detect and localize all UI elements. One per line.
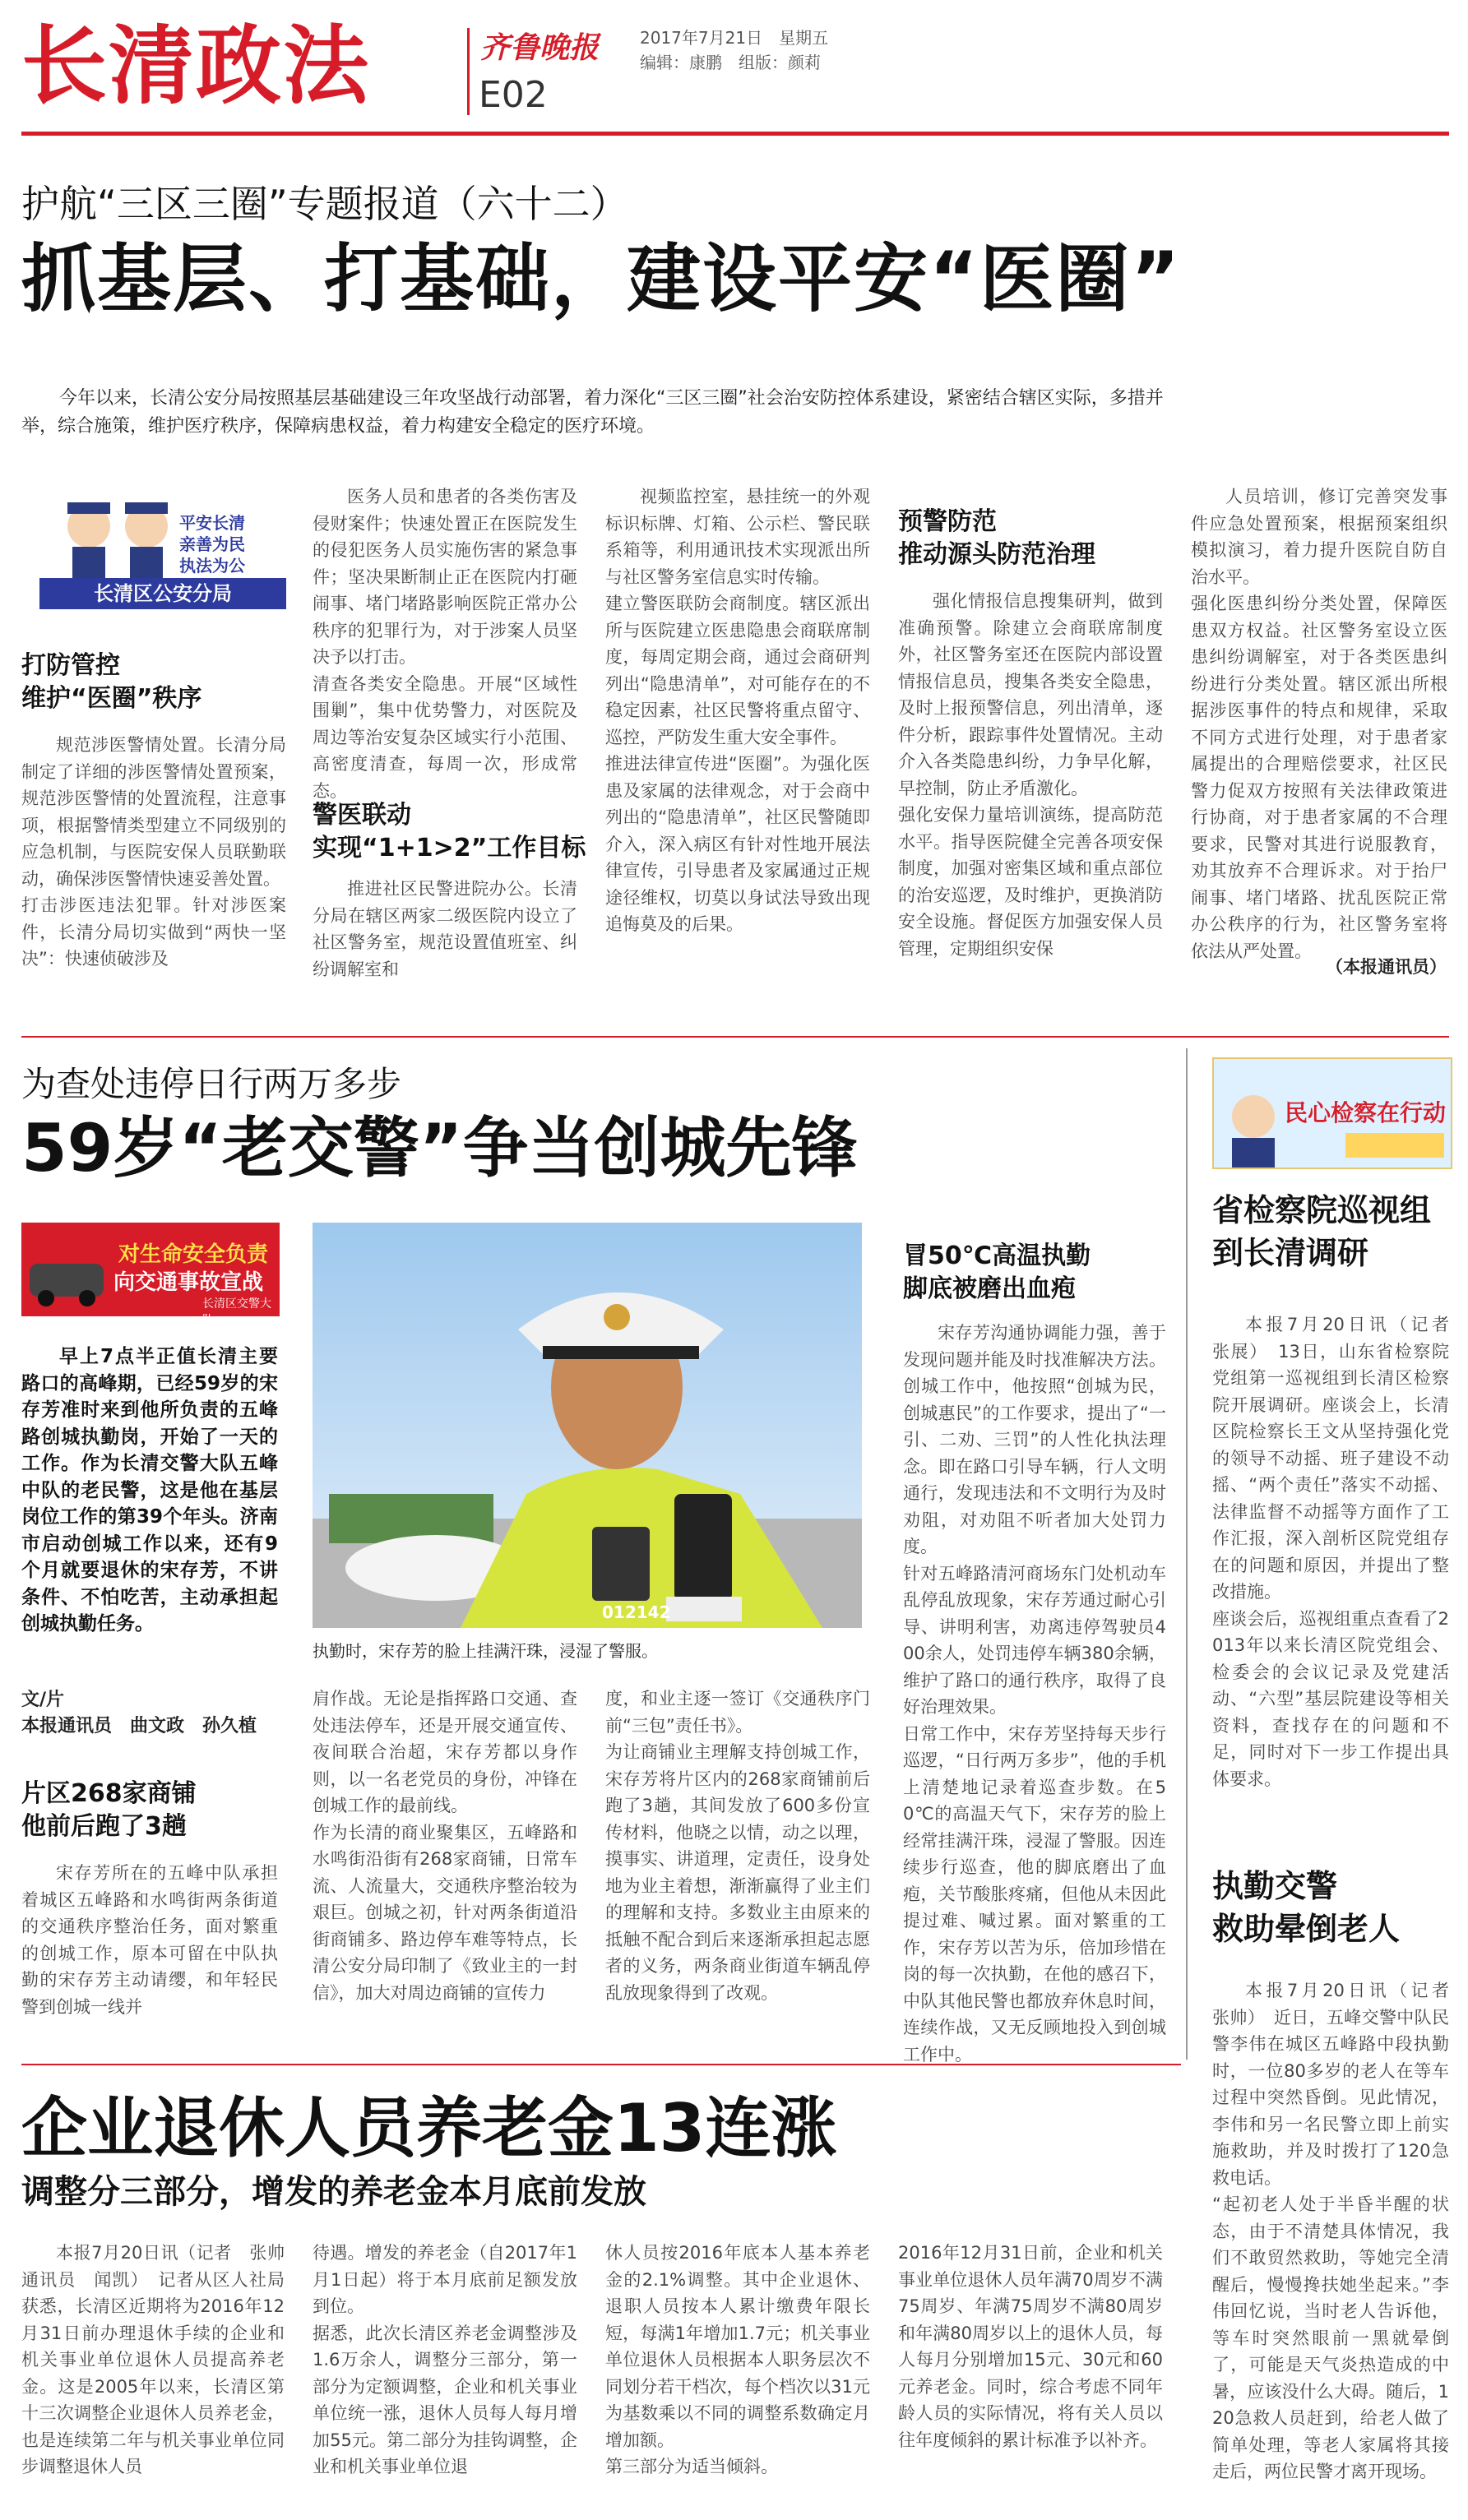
sidebar-rule — [1186, 1048, 1188, 2060]
photo-badge-number: 012142 — [602, 1602, 671, 1622]
article1-kicker: 护航“三区三圈”专题报道（六十二） — [21, 182, 628, 226]
paper-logo: 齐鲁晚报 — [480, 30, 600, 65]
badge-small: 长清区交警大队 — [202, 1297, 271, 1327]
article1-col5: 人员培训，修订完善突发事件应急处置预案，根据预案组织模拟演习，着力提升医院自防自治水平。 强化医患纠纷分类处置，保障医患双方权益。社区警务室设立医患纠纷调解室，对于各类医患纠纷进行分类处置。辖区派出所根据涉医事件的特点和规律，采取不同方式进行处理，对于患者家属提出的合理赔偿要求，社区民警力促双方按照有关法律政策进行协商，对于患者家属的不合理要求，民警对其进行说服教育，劝其放弃不合理诉求。对于抬尸闹事、堵门堵路、扰乱医院正常办公秩序的行为，社区警务室将依法从严处置。 — [1191, 487, 1447, 961]
article3-col4: 2016年12月31日前，企业和机关事业单位退休人员年满70周岁不满75周岁、年满75周岁不满80周岁和年满80周岁以上的退休人员，每人每月分别增加15元、30元和60元养老金。同时，综合考虑不同年龄人员的实际情况，将有关人员以往年度倾斜的累计标准予以补齐。 — [898, 2243, 1163, 2450]
article1-sub2: 警医联动 实现“1+1>2”工作目标 — [313, 801, 586, 862]
section-title: 长清政法 — [21, 16, 371, 116]
article1-headline: 抓基层、打基础，建设平安“医圈” — [21, 236, 1182, 322]
page-number: E02 — [479, 74, 548, 116]
traffic-police-photo — [313, 1223, 862, 1628]
article2-sub2: 冒50℃高温执勤 脚底被磨出血疱 — [903, 1242, 1091, 1303]
article3-subhead: 调整分三部分，增发的养老金本月底前发放 — [21, 2173, 646, 2211]
article1-sub3: 预警防范 推动源头防范治理 — [898, 507, 1095, 569]
sidebar-headline-1: 省检察院巡视组 到长清调研 — [1212, 1192, 1432, 1271]
article2-byline-1: 文/片 — [21, 1690, 65, 1710]
article2-col1: 宋存芳所在的五峰中队承担着城区五峰路和水鸣街两条街道的交通秩序整治任务，面对繁重的创城工作，原本可留在中队执勤的宋存芳主动请缨，和年轻民警到创城一线并 — [21, 1863, 278, 2017]
top-rule — [21, 132, 1449, 136]
badge-line-2: 向交通事故宣战 — [113, 1270, 264, 1295]
article1-col4: 强化情报信息搜集研判，做到准确预警。除建立会商联席制度外，社区警务室还在医院内部设置情报信息员，搜集各类安全隐患，及时上报预警信息，列出清单，逐件分析，跟踪事件处置情况。主动介入各类隐患纠纷，力争早化解，早控制，防止矛盾激化。 强化安保力量培训演练，提高防范水平。指导医院健全完善各项安保制度，加强对密集区域和重点部位的治安巡逻，及时维护，更换消防安全设施。督促医方加强安保人员管理，定期组织安保 — [898, 591, 1163, 959]
logo-slogan-3: 执法为公 — [179, 556, 245, 576]
article1-col3: 视频监控室，悬挂统一的外观标识标牌、灯箱、公示栏、警民联系箱等，利用通讯技术实现派出所与社区警务室信息实时传输。 建立警医联防会商制度。辖区派出所与医院建立医患隐患会商联席制度，每周定期会商，通过会商研判列出“隐患清单”，对可能存在的不稳定因素，社区民警将重点留守、巡控，严防发生重大安全事件。 推进法律宣传进“医圈”。为强化医患及家属的法律观念，对于会商中列出的“隐患清单”，社区民警随即介入，深入病区有针对性地开展法律宣传，引导患者及家属通过正规途径维权，切莫以身试法导致出现追悔莫及的后果。 — [605, 487, 870, 934]
article3-col2: 待遇。增发的养老金（自2017年1月1日起）将于本月底前足额发放到位。 据悉，此次长清区养老金调整涉及1.6万余人，调整分三部分，第一部分为定额调整，企业和机关事业单位统一涨，退休人员每人每月增加55元。第二部分为挂钩调整，企业和机关事业单位退 — [313, 2243, 577, 2476]
traffic-police-portrait — [313, 1223, 862, 1628]
traffic-badge — [21, 1223, 280, 1327]
sidebar-text-1: 本报7月20日讯（记者 张展） 13日，山东省检察院党组第一巡视组到长清区检察院开展调研。座谈会上，长清区院检察长王文从坚持强化党的领导不动摇、班子建设不动摇、“两个责任”落实不动摇、法律监督不动摇等方面作了工作汇报，深入剖析区院党组存在的问题和原因，并提出了整改措施。 座谈会后，巡视组重点查看了2013年以来长清区院党组会、检委会的会议记录及党建活动、“六型”基层院建设等相关资料，查找存在的问题和不足，同时对下一步工作提出具体要求。 — [1212, 1315, 1449, 1789]
article1-col2b: 推进社区民警进院办公。长清分局在辖区两家二级医院内设立了社区警务室，规范设置值班室、纠纷调解室和 — [313, 879, 577, 979]
article2-col4: 宋存芳沟通协调能力强，善于发现问题并能及时找准解决方法。创城工作中，他按照“创城为民，创城惠民”的工作要求，提出了“一引、二劝、三罚”的人性化执法理念。即在路口引导车辆，行人文明通行，发现违法和不文明行为及时劝阻，对劝阻不听者加大处罚力度。 针对五峰路清河商场东门处机动车乱停乱放现象，宋存芳通过耐心引导、讲明利害，劝离违停驾驶员400余人，处罚违停车辆380余辆，维护了路口的通行秩序，取得了良好治理效果。 日常工作中，宋存芳坚持每天步行巡逻，“日行两万多步”，他的手机上清楚地记录着巡查步数。在50℃的高温天气下，宋存芳的脸上经常挂满汗珠，浸湿了警服。因连续步行巡查，他的脚底磨出了血疱，关节酸胀疼痛，但他从未因此提过难、喊过累。面对繁重的工作，宋存芳以苦为乐，倍加珍惜在岗的每一次执勤，在他的感召下，中队其他民警也都放弃休息时间，连续作战，又无反顾地投入到创城工作中。 — [903, 1323, 1166, 2065]
article1-col1: 规范涉医警情处置。长清分局制定了详细的涉医警情处置预案，规范涉医警情的处置流程，注意事项，根据警情类型建立不同级别的应急机制，与医院安保人员联勤联动，确保涉医警情快速妥善处置。 打击涉医违法犯罪。针对涉医案件，长清分局切实做到“两快一坚决”：快速侦破涉及 — [21, 735, 286, 969]
masthead-divider — [467, 28, 470, 115]
logo-slogan-1: 平安长清 — [179, 513, 245, 533]
article3-col1: 本报7月20日讯（记者 张帅 通讯员 闻凯） 记者从区人社局获悉，长清区近期将为2016年12月31日前办理退休手续的企业和机关事业单位退休人员提高养老金。这是2005年以来，长清区第十三次调整企业退休人员养老金，也是连续第二年与机关事业单位同步调整退休人员 — [21, 2243, 302, 2476]
badge-line-1: 对生命安全负责 — [118, 1242, 269, 1267]
article3-col3: 休人员按2016年底本人基本养老金的2.1%调整。其中企业退休、退职人员按本人累计缴费年限长短，每满1年增加1.7元；机关事业单位退休人员根据本人职务层次不同划分若干档次，每个档次以31元为基数乘以不同的调整系数确定月增加额。 第三部分为适当倾斜。 — [605, 2243, 870, 2476]
article2-byline-2: 本报通讯员 曲文政 孙久植 — [21, 1716, 257, 1736]
police-logo — [39, 481, 286, 613]
sidebar-headline-2: 执勤交警 救助晕倒老人 — [1212, 1868, 1401, 1947]
photo-caption: 执勤时，宋存芳的脸上挂满汗珠，浸湿了警服。 — [313, 1641, 658, 1661]
divider-2 — [21, 2064, 1181, 2065]
article2-headline: 59岁“老交警”争当创城先锋 — [21, 1110, 858, 1186]
crash-car-icon — [21, 1223, 112, 1316]
divider-1 — [21, 1036, 1449, 1038]
article2-sub1: 片区268家商铺 他前后跑了3趟 — [21, 1779, 197, 1841]
sidebar-text-2: 本报7月20日讯（记者 张帅） 近日，五峰交警中队民警李伟在城区五峰路中段执勤时，一位80多岁的老人在等车过程中突然昏倒。见此情况，李伟和另一名民警立即上前实施救助，并及时拨打了120急救电话。 “起初老人处于半昏半醒的状态，由于不清楚具体情况，我们不敢贸然救助，等她完全清醒后，慢慢搀扶她坐起来。”李伟回忆说，当时老人告诉他，等车时突然眼前一黑就晕倒了，可能是天气炎热造成的中暑，应该没什么大碍。随后，120急救人员赶到，给老人做了简单处理，等老人家属将其接走后，两位民警才离开现场。 — [1212, 1981, 1449, 2481]
article1-col2a: 医务人员和患者的各类伤害及侵财案件；快速处置正在医院发生的侵犯医务人员实施伤害的紧急事件；坚决果断制止正在医院内打砸闹事、堵门堵路影响医院正常办公秩序的犯罪行为，对于涉案人员坚决予以打击。 清查各类安全隐患。开展“区域性围剿”，集中优势警力，对医院及周边等治安复杂区域实行小范围、高密度清查，每周一次，形成常态。 — [313, 487, 577, 801]
article2-col2: 肩作战。无论是指挥路口交通、查处违法停车，还是开展交通宣传、夜间联合治超，宋存芳都以身作则，以一名老党员的身份，冲锋在创城工作的最前线。 作为长清的商业聚集区，五峰路和水鸣街沿街有268家商铺，日常车流、人流量大，交通秩序整治较为艰巨。创城之初，针对两条街道沿街商铺多、路边停车难等特点，长清公安分局印制了《致业主的一封信》，加大对周边商铺的宣传力 — [313, 1689, 577, 2003]
sidebar-banner — [1212, 1057, 1452, 1169]
article1-byline: （本报通讯员） — [1326, 957, 1447, 977]
article2-kicker: 为查处违停日行两万多步 — [21, 1064, 402, 1104]
logo-slogan — [179, 512, 245, 576]
article3-headline: 企业退休人员养老金13连涨 — [21, 2090, 837, 2166]
logo-bureau-banner: 长清区公安分局 — [39, 578, 286, 609]
logo-slogan-2: 亲善为民 — [179, 534, 245, 554]
date-line: 2017年7月21日 星期五 — [640, 28, 829, 48]
article1-sub1: 打防管控 维护“医圈”秩序 — [21, 651, 202, 713]
editor-line: 编辑：康鹏 组版：颜莉 — [640, 53, 821, 72]
article1-lead: 今年以来，长清公安分局按照基层基础建设三年攻坚战行动部署，着力深化“三区三圈”社会治安防控体系建设，紧密结合辖区实际，多措并举，综合施策，维护医疗秩序，保障病患权益，着力构建安全稳定的医疗环境。 — [21, 388, 1164, 437]
sidebar-banner-text: 民心检察在行动 — [1285, 1099, 1447, 1126]
article2-lead: 早上7点半正值长清主要路口的高峰期，已经59岁的宋存芳准时来到他所负责的五峰路创城执勤岗，开始了一天的工作。作为长清交警大队五峰中队的老民警，这是他在基层岗位工作的第39个年头。济南市启动创城工作以来，还有9个月就要退休的宋存芳，不讲条件、不怕吃苦，主动承担起创城执勤任务。 — [21, 1346, 278, 1635]
article2-col3: 度，和业主逐一签订《交通秩序门前“三包”责任书》。 为让商铺业主理解支持创城工作，宋存芳将片区内的268家商铺前后跑了3趟，其间发放了600多份宣传材料，他晓之以情，动之以理，摸事实、讲道理，定责任，设身处地为业主着想，渐渐赢得了业主们的理解和支持。多数业主由原来的抵触不配合到后来逐渐承担起志愿者的义务，两条商业街道车辆乱停乱放现象得到了改观。 — [605, 1689, 870, 2003]
